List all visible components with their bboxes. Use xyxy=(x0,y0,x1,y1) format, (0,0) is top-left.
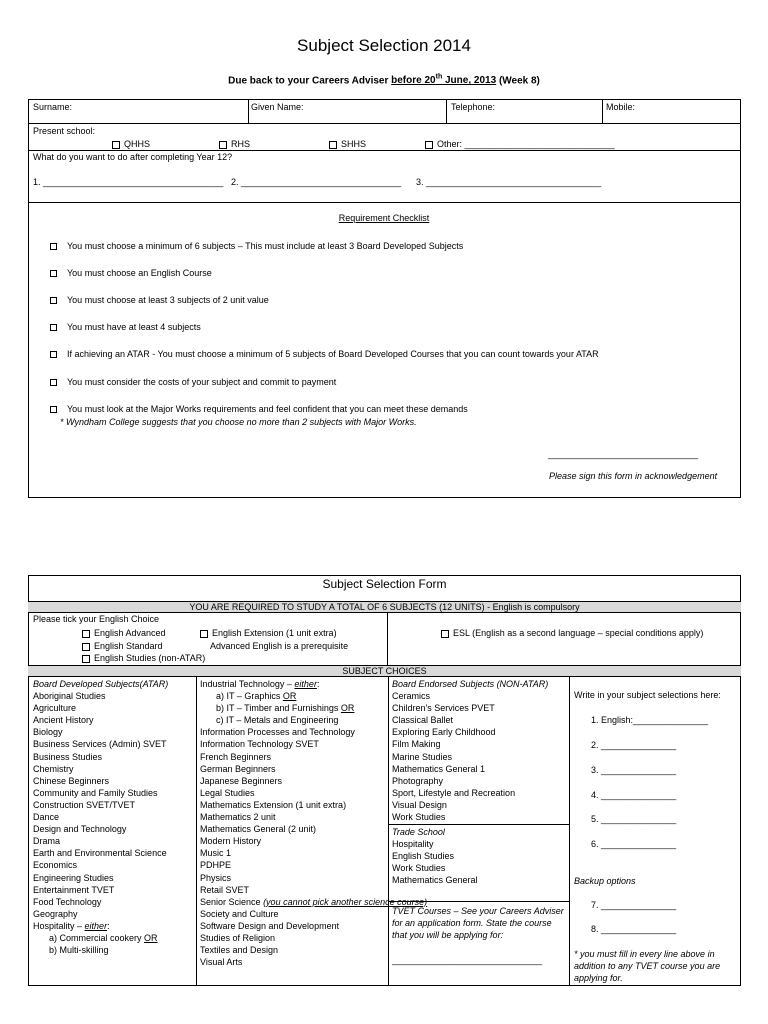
subject-item: Mathematics General xyxy=(392,875,478,886)
form-title: Subject Selection Form xyxy=(322,577,447,591)
checklist-item[interactable]: You must consider the costs of your subject and commit to payment xyxy=(50,377,336,387)
answer-3[interactable]: 3. ___________________________________ xyxy=(416,177,602,187)
subject-item: Community and Family Studies xyxy=(33,787,158,798)
subject-item: Aboriginal Studies xyxy=(33,691,106,702)
school-option-other[interactable]: Other: ______________________________ xyxy=(425,139,615,149)
checklist-item[interactable]: You must choose a minimum of 6 subjects – This must include at least 3 Board Developed Subjects xyxy=(50,241,463,251)
subject-item: Visual Arts xyxy=(200,957,243,968)
selections-prompt: Write in your subject selections here: xyxy=(574,690,721,700)
trade-school-list xyxy=(392,826,478,886)
backup-line-7[interactable]: 7. _______________ xyxy=(591,900,677,910)
subject-item: Ceramics xyxy=(392,691,431,702)
checkbox-icon xyxy=(82,630,90,638)
hospitality-option-a: a) Commercial cookery OR xyxy=(49,932,158,943)
subject-item: Work Studies xyxy=(392,812,446,823)
checkbox-icon xyxy=(50,351,57,358)
senior-science-item: Senior Science (you cannot pick another science course) xyxy=(200,896,428,907)
english-prereq-note: Advanced English is a prerequisite xyxy=(210,641,349,651)
due-prefix: Due back to your Careers Adviser xyxy=(228,75,389,87)
after-year12-question: What do you want to do after completing Year 12? xyxy=(33,152,233,162)
subject-item: Classical Ballet xyxy=(392,715,454,726)
subject-item: Agriculture xyxy=(33,703,77,714)
checkbox-icon xyxy=(82,655,90,663)
subject-item: Construction SVET/TVET xyxy=(33,799,136,810)
subject-item: Japanese Beginners xyxy=(200,775,283,786)
subject-item: Software Design and Development xyxy=(200,920,340,931)
subject-item: German Beginners xyxy=(200,763,276,774)
subject-item: Legal Studies xyxy=(200,787,255,798)
selection-line-3[interactable]: 3. _______________ xyxy=(591,765,677,775)
page-title: Subject Selection 2014 xyxy=(297,36,471,55)
subject-item: Economics xyxy=(33,860,78,871)
subject-item: Entertainment TVET xyxy=(33,884,115,895)
major-works-note: * Wyndham College suggests that you choose no more than 2 subjects with Major Works. xyxy=(60,417,417,427)
subject-item: Mathematics 2 unit xyxy=(200,812,276,823)
board-developed-list xyxy=(33,678,168,956)
checklist-item[interactable]: You must choose an English Course xyxy=(50,268,212,278)
tvet-note: TVET Courses – See your Careers Adviser for an application form. State the course that you will be applying for: xyxy=(392,906,564,940)
subject-item: Retail SVET xyxy=(200,884,250,895)
checklist-item[interactable]: You must look at the Major Works requirements and feel confident that you can meet these demands xyxy=(50,404,468,414)
subject-choices-label: SUBJECT CHOICES xyxy=(342,666,427,676)
selection-line-6[interactable]: 6. _______________ xyxy=(591,839,677,849)
subject-item: Drama xyxy=(33,836,61,847)
english-standard-option[interactable]: English Standard xyxy=(82,641,163,651)
subject-item: Textiles and Design xyxy=(200,945,279,956)
hospitality-option-b: b) Multi-skilling xyxy=(49,945,109,956)
subject-item: Visual Design xyxy=(392,799,447,810)
checkbox-icon xyxy=(50,243,57,250)
checklist-item[interactable]: If achieving an ATAR - You must choose a minimum of 5 subjects of Board Developed Courses that you can count towards your ATAR xyxy=(50,349,599,359)
selection-footnote: * you must fill in every line above in addition to any TVET course you are applying for. xyxy=(574,949,721,983)
tvet-course-line[interactable]: ______________________________ xyxy=(392,955,543,965)
school-option-qhhs[interactable]: QHHS xyxy=(112,139,150,149)
subject-item: Chinese Beginners xyxy=(33,775,110,786)
telephone-field[interactable]: Telephone: xyxy=(451,102,496,112)
esl-option[interactable]: ESL (English as a second language – special conditions apply) xyxy=(441,628,703,638)
subject-item: Physics xyxy=(200,872,232,883)
checkbox-icon xyxy=(50,270,57,277)
subject-item: Food Technology xyxy=(33,896,102,907)
checkbox-icon xyxy=(50,379,57,386)
checklist-title: Requirement Checklist xyxy=(338,213,430,223)
checkbox-icon xyxy=(329,141,337,149)
column-header: Board Developed Subjects(ATAR) xyxy=(33,679,169,689)
subject-item: Engineering Studies xyxy=(33,872,114,883)
subject-item: Information Processes and Technology xyxy=(200,727,355,738)
subject-item: Earth and Environmental Science xyxy=(33,848,167,859)
checkbox-icon xyxy=(112,141,120,149)
subject-item: Sport, Lifestyle and Recreation xyxy=(392,787,516,798)
answer-2[interactable]: 2. ________________________________ xyxy=(231,177,402,187)
subject-item: Studies of Religion xyxy=(200,932,276,943)
industrial-tech-item: Industrial Technology – either: xyxy=(200,679,320,689)
subject-item: Modern History xyxy=(200,836,262,847)
english-advanced-option[interactable]: English Advanced xyxy=(82,628,166,638)
subject-item: Exploring Early Childhood xyxy=(392,727,496,738)
checkbox-icon xyxy=(50,324,57,331)
due-line xyxy=(0,74,768,86)
subject-item: Work Studies xyxy=(392,863,446,874)
subject-item: Biology xyxy=(33,727,63,738)
subject-item: Information Technology SVET xyxy=(200,739,319,750)
it-option-c: c) IT – Metals and Engineering xyxy=(216,715,339,726)
checkbox-icon xyxy=(441,630,449,638)
mobile-field[interactable]: Mobile: xyxy=(606,102,636,112)
banner-text: YOU ARE REQUIRED TO STUDY A TOTAL OF 6 SUBJECTS (12 UNITS) - English is compulsory xyxy=(189,602,580,612)
present-school-label: Present school: xyxy=(33,126,96,136)
checkbox-icon xyxy=(82,643,90,651)
given-name-field[interactable]: Given Name: xyxy=(251,102,304,112)
subject-item: Chemistry xyxy=(33,763,74,774)
subject-item: Marine Studies xyxy=(392,751,453,762)
subject-item: Children's Services PVET xyxy=(392,703,495,714)
subject-item: Business Services (Admin) SVET xyxy=(33,739,167,750)
column-header: Trade School xyxy=(392,827,445,837)
board-endorsed-list xyxy=(392,678,548,823)
english-studies-option[interactable]: English Studies (non-ATAR) xyxy=(82,653,205,663)
it-option-b: b) IT – Timber and Furnishings OR xyxy=(216,703,355,714)
subject-item: French Beginners xyxy=(200,751,272,762)
subject-item: Society and Culture xyxy=(200,908,279,919)
checkbox-icon xyxy=(50,406,57,413)
school-option-rhs[interactable]: RHS xyxy=(219,139,250,149)
subject-item: English Studies xyxy=(392,851,455,862)
selection-line-4[interactable]: 4. _______________ xyxy=(591,790,677,800)
backup-options-label: Backup options xyxy=(574,876,636,886)
hospitality-item: Hospitality – either: xyxy=(33,920,110,931)
checkbox-icon xyxy=(425,141,433,149)
subject-item: Design and Technology xyxy=(33,824,127,835)
checkbox-icon xyxy=(200,630,208,638)
subject-item: Ancient History xyxy=(33,715,94,726)
subject-item: Photography xyxy=(392,775,444,786)
backup-line-8[interactable]: 8. _______________ xyxy=(591,924,677,934)
subject-item: Film Making xyxy=(392,739,441,750)
selection-line-1[interactable]: 1. English:_______________ xyxy=(591,715,709,725)
signature-line[interactable]: ______________________________ xyxy=(548,449,699,459)
subject-item: Business Studies xyxy=(33,751,103,762)
due-underlined: before 20th June, 2013 xyxy=(391,74,497,87)
subject-item: Mathematics General (2 unit) xyxy=(200,824,317,835)
signature-caption: Please sign this form in acknowledgement xyxy=(549,471,718,481)
subject-item: Geography xyxy=(33,908,78,919)
subject-item: Dance xyxy=(33,812,60,823)
surname-field[interactable]: Surname: xyxy=(33,102,73,112)
due-suffix: (Week 8) xyxy=(498,75,540,87)
it-option-a: a) IT – Graphics OR xyxy=(216,691,297,702)
subject-item: PDHPE xyxy=(200,860,232,871)
subject-item: Hospitality xyxy=(392,839,434,850)
checklist-item[interactable]: You must have at least 4 subjects xyxy=(50,322,201,332)
column-header: Board Endorsed Subjects (NON-ATAR) xyxy=(392,679,549,689)
checkbox-icon xyxy=(50,297,57,304)
english-extension-option[interactable]: English Extension (1 unit extra) xyxy=(200,628,337,638)
subject-item: Mathematics Extension (1 unit extra) xyxy=(200,799,347,810)
english-prompt: Please tick your English Choice xyxy=(33,614,160,624)
checkbox-icon xyxy=(219,141,227,149)
subject-item: Music 1 xyxy=(200,848,232,859)
checklist-item[interactable]: You must choose at least 3 subjects of 2 unit value xyxy=(50,295,269,305)
subject-item: Mathematics General 1 xyxy=(392,763,486,774)
selection-line-2[interactable]: 2. _______________ xyxy=(591,740,677,750)
selection-line-5[interactable]: 5. _______________ xyxy=(591,814,677,824)
school-option-shhs[interactable]: SHHS xyxy=(329,139,366,149)
answer-1[interactable]: 1. ____________________________________ xyxy=(33,177,224,187)
